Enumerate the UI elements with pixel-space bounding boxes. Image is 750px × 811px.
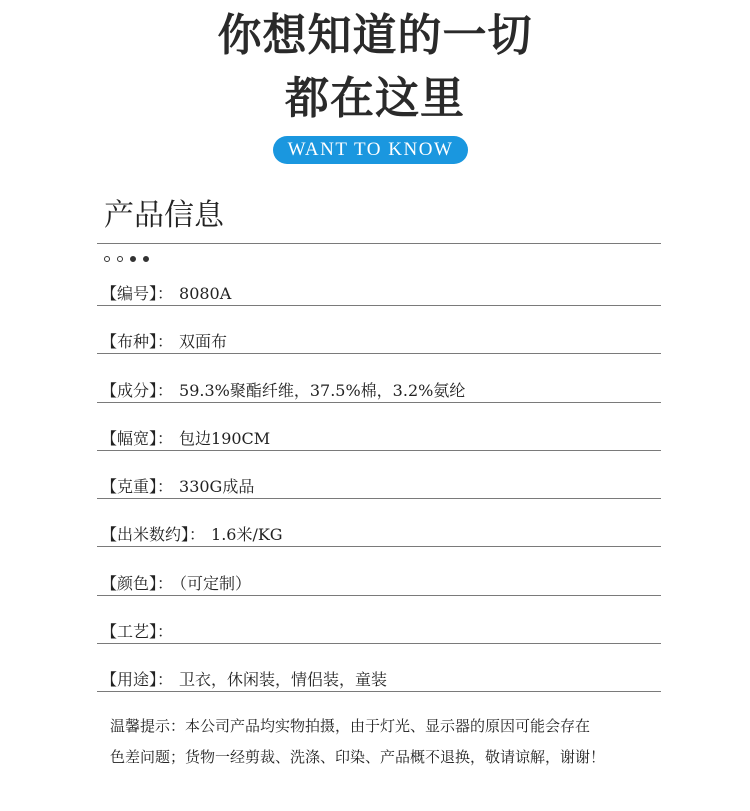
info-label: 【成分】： bbox=[101, 381, 174, 400]
row-divider bbox=[97, 546, 661, 547]
info-row-craft bbox=[97, 596, 661, 644]
row-divider bbox=[97, 691, 661, 692]
row-divider bbox=[97, 353, 661, 354]
section-divider bbox=[97, 243, 661, 244]
info-value: 330G成品 bbox=[179, 477, 255, 496]
notice-line-2: 色差问题；货物一经剪裁、洗涤、印染、产品概不退换，敬请谅解，谢谢！ bbox=[110, 748, 606, 766]
info-row-width bbox=[97, 403, 661, 451]
info-row-yield bbox=[97, 499, 661, 547]
info-row-composition bbox=[97, 355, 661, 403]
section-title: 产品信息 bbox=[104, 198, 224, 233]
info-label: 【出米数约】： bbox=[101, 525, 206, 544]
info-label: 【编号】： bbox=[101, 284, 174, 303]
info-row-usage bbox=[97, 644, 661, 692]
info-label: 【布种】： bbox=[101, 332, 174, 351]
info-label: 【用途】： bbox=[101, 670, 174, 689]
info-row-weight bbox=[97, 451, 661, 499]
want-to-know-badge: WANT TO KNOW bbox=[273, 136, 468, 164]
hero-title-line-1: 你想知道的一切 bbox=[217, 10, 533, 61]
notice-text bbox=[110, 711, 670, 773]
notice-line-1: 温馨提示：本公司产品均实物拍摄，由于灯光、显示器的原因可能会存在 bbox=[110, 717, 591, 735]
info-row-color bbox=[97, 548, 661, 596]
info-value: 包边190CM bbox=[179, 429, 271, 448]
info-label: 【工艺】： bbox=[101, 622, 174, 641]
info-row-fabric-type bbox=[97, 306, 661, 354]
info-value: 8080A bbox=[179, 284, 232, 303]
info-label: 【幅宽】： bbox=[101, 429, 174, 448]
info-label: 【克重】： bbox=[101, 477, 174, 496]
hero-title-line-2: 都在这里 bbox=[285, 73, 465, 124]
info-value: 1.6米/KG bbox=[211, 525, 283, 544]
info-label: 【颜色】： bbox=[101, 574, 174, 593]
info-row-code bbox=[97, 258, 661, 306]
info-value: 59.3%聚酯纤维，37.5%棉，3.2%氨纶 bbox=[179, 381, 466, 400]
info-value: 双面布 bbox=[179, 332, 228, 351]
info-value: （可定制） bbox=[179, 574, 252, 593]
info-value: 卫衣，休闲装，情侣装，童装 bbox=[179, 670, 388, 689]
